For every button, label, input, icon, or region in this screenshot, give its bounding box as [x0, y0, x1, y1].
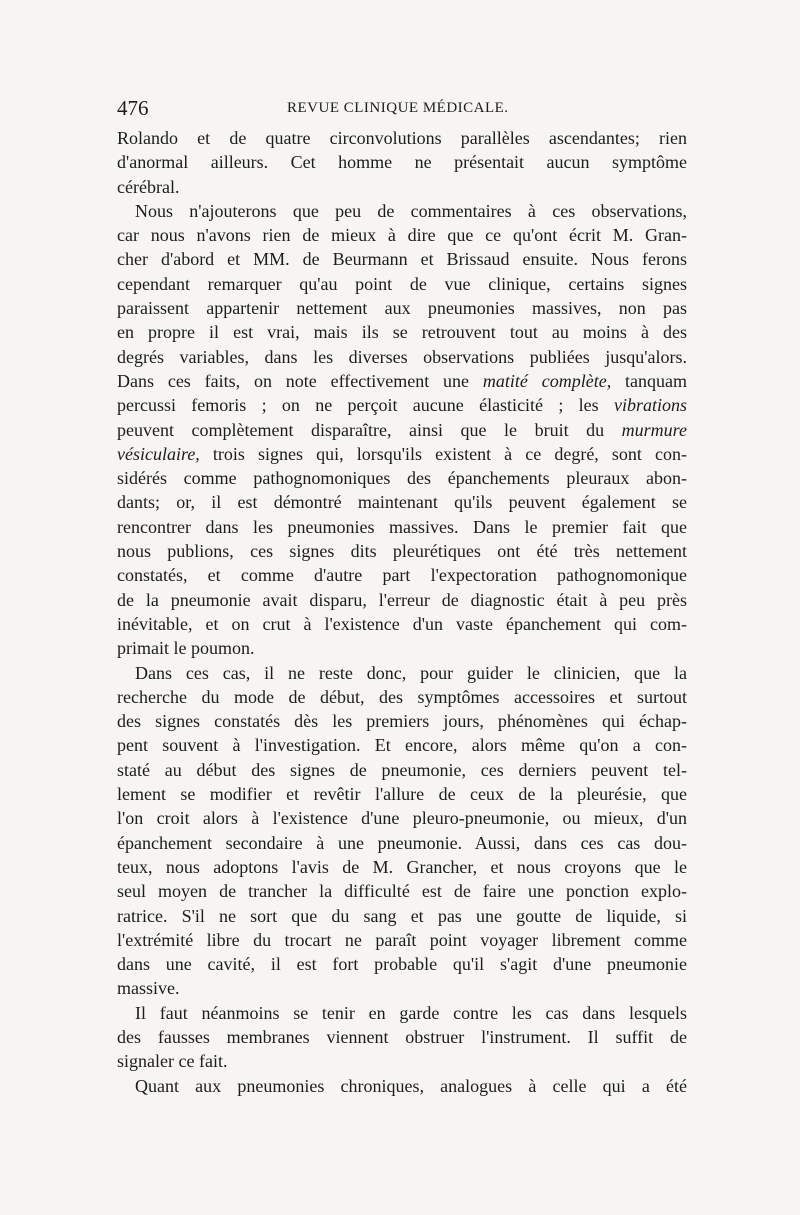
text-line: Il faut néanmoins se tenir en garde contre les cas dans lesquels: [135, 1002, 687, 1023]
text-line: signaler ce fait.: [117, 1051, 228, 1072]
page-header: [117, 96, 687, 120]
text-line: car nous n'avons rien de mieux à dire que ce qu'ont écrit M. Gran-: [117, 225, 687, 246]
text-line: cependant remarquer qu'au point de vue clinique, certains signes: [117, 273, 687, 294]
text-line: paraissent appartenir nettement aux pneumonies massives, non pas: [117, 298, 687, 319]
text-line: primait le poumon.: [117, 638, 255, 659]
text-line: recherche du mode de début, des symptômes accessoires et surtout: [117, 686, 687, 707]
running-title: REVUE CLINIQUE MÉDICALE.: [287, 100, 509, 116]
text-line: cérébral.: [117, 176, 180, 197]
text-line: [117, 393, 687, 417]
text-line: en propre il est vrai, mais ils se retrouvent tout au moins à des: [117, 322, 687, 343]
paragraph-1: [117, 126, 687, 199]
italic-term: vésiculaire,: [117, 443, 200, 464]
text-line: dans une cavité, il est fort probable qu'il s'agit d'une pneumonie: [117, 954, 687, 975]
text-line: Dans ces cas, il ne reste donc, pour guider le clinicien, que la: [135, 662, 687, 683]
text-line: sidérés comme pathognomoniques des épanchements pleuraux abon-: [117, 468, 687, 489]
text-line: staté au début des signes de pneumonie, ces derniers peuvent tel-: [117, 759, 687, 780]
text-line: [117, 442, 687, 466]
text-line: nous publions, ces signes dits pleurétiques ont été très nettement: [117, 541, 687, 562]
text-line: de la pneumonie avait disparu, l'erreur de diagnostic était à peu près: [117, 589, 687, 610]
text-line: constatés, et comme d'autre part l'expectoration pathognomonique: [117, 565, 687, 586]
text-line: [117, 418, 687, 442]
body-text: [117, 126, 687, 1098]
text-line: l'extrémité libre du trocart ne paraît point voyager librement comme: [117, 929, 687, 950]
text-line: inévitable, et on crut à l'existence d'un vaste épanchement qui com-: [117, 613, 687, 634]
text-line: Nous n'ajouterons que peu de commentaires à ces observations,: [135, 200, 687, 221]
text-line: l'on croit alors à l'existence d'une pleuro-pneumonie, ou mieux, d'un: [117, 808, 687, 829]
text-line: des signes constatés dès les premiers jours, phénomènes qui échap-: [117, 711, 687, 732]
text-line: cher d'abord et MM. de Beurmann et Brissaud ensuite. Nous ferons: [117, 249, 687, 270]
text-span: peuvent complètement disparaître, ainsi que le bruit du: [117, 419, 605, 440]
text-line: teux, nous adoptons l'avis de M. Grancher, et nous croyons que le: [117, 856, 687, 877]
text-span: Dans ces faits, on note effectivement une: [117, 370, 470, 391]
italic-term: vibrations: [613, 395, 687, 416]
paragraph-3: [117, 661, 687, 1001]
paragraph-2: [117, 199, 687, 661]
italic-term: murmure: [621, 419, 687, 440]
paragraph-4: [117, 1001, 687, 1074]
text-line: Quant aux pneumonies chroniques, analogues à celle qui a été: [135, 1075, 687, 1096]
page-number: 476: [117, 96, 149, 120]
text-line: épanchement secondaire à une pneumonie. Aussi, dans ces cas dou-: [117, 832, 687, 853]
text-line: massive.: [117, 978, 180, 999]
text-line: [117, 369, 687, 393]
text-line: ratrice. S'il ne sort que du sang et pas une goutte de liquide, si: [117, 905, 687, 926]
text-span: percussi femoris ; on ne perçoit aucune élasticité ; les: [117, 395, 599, 416]
text-line: lement se modifier et revêtir l'allure de ceux de la pleurésie, que: [117, 784, 687, 805]
text-line: dants; or, il est démontré maintenant qu'ils peuvent également se: [117, 492, 687, 513]
text-line: degrés variables, dans les diverses observations publiées jusqu'alors.: [117, 346, 687, 367]
text-line: rencontrer dans les pneumonies massives. Dans le premier fait que: [117, 516, 687, 537]
text-span: trois signes qui, lorsqu'ils existent à ce degré, sont con-: [212, 443, 687, 464]
text-line: d'anormal ailleurs. Cet homme ne présentait aucun symptôme: [117, 152, 687, 173]
italic-term: matité complète,: [482, 370, 612, 391]
text-line: pent souvent à l'investigation. Et encore, alors même qu'on a con-: [117, 735, 687, 756]
text-line: seul moyen de trancher la difficulté est de faire une ponction explo-: [117, 881, 687, 902]
text-line: Rolando et de quatre circonvolutions parallèles ascendantes; rien: [117, 128, 687, 148]
text-span: tanquam: [625, 370, 687, 391]
text-line: des fausses membranes viennent obstruer l'instrument. Il suffit de: [117, 1026, 687, 1047]
paragraph-5: [117, 1074, 687, 1098]
